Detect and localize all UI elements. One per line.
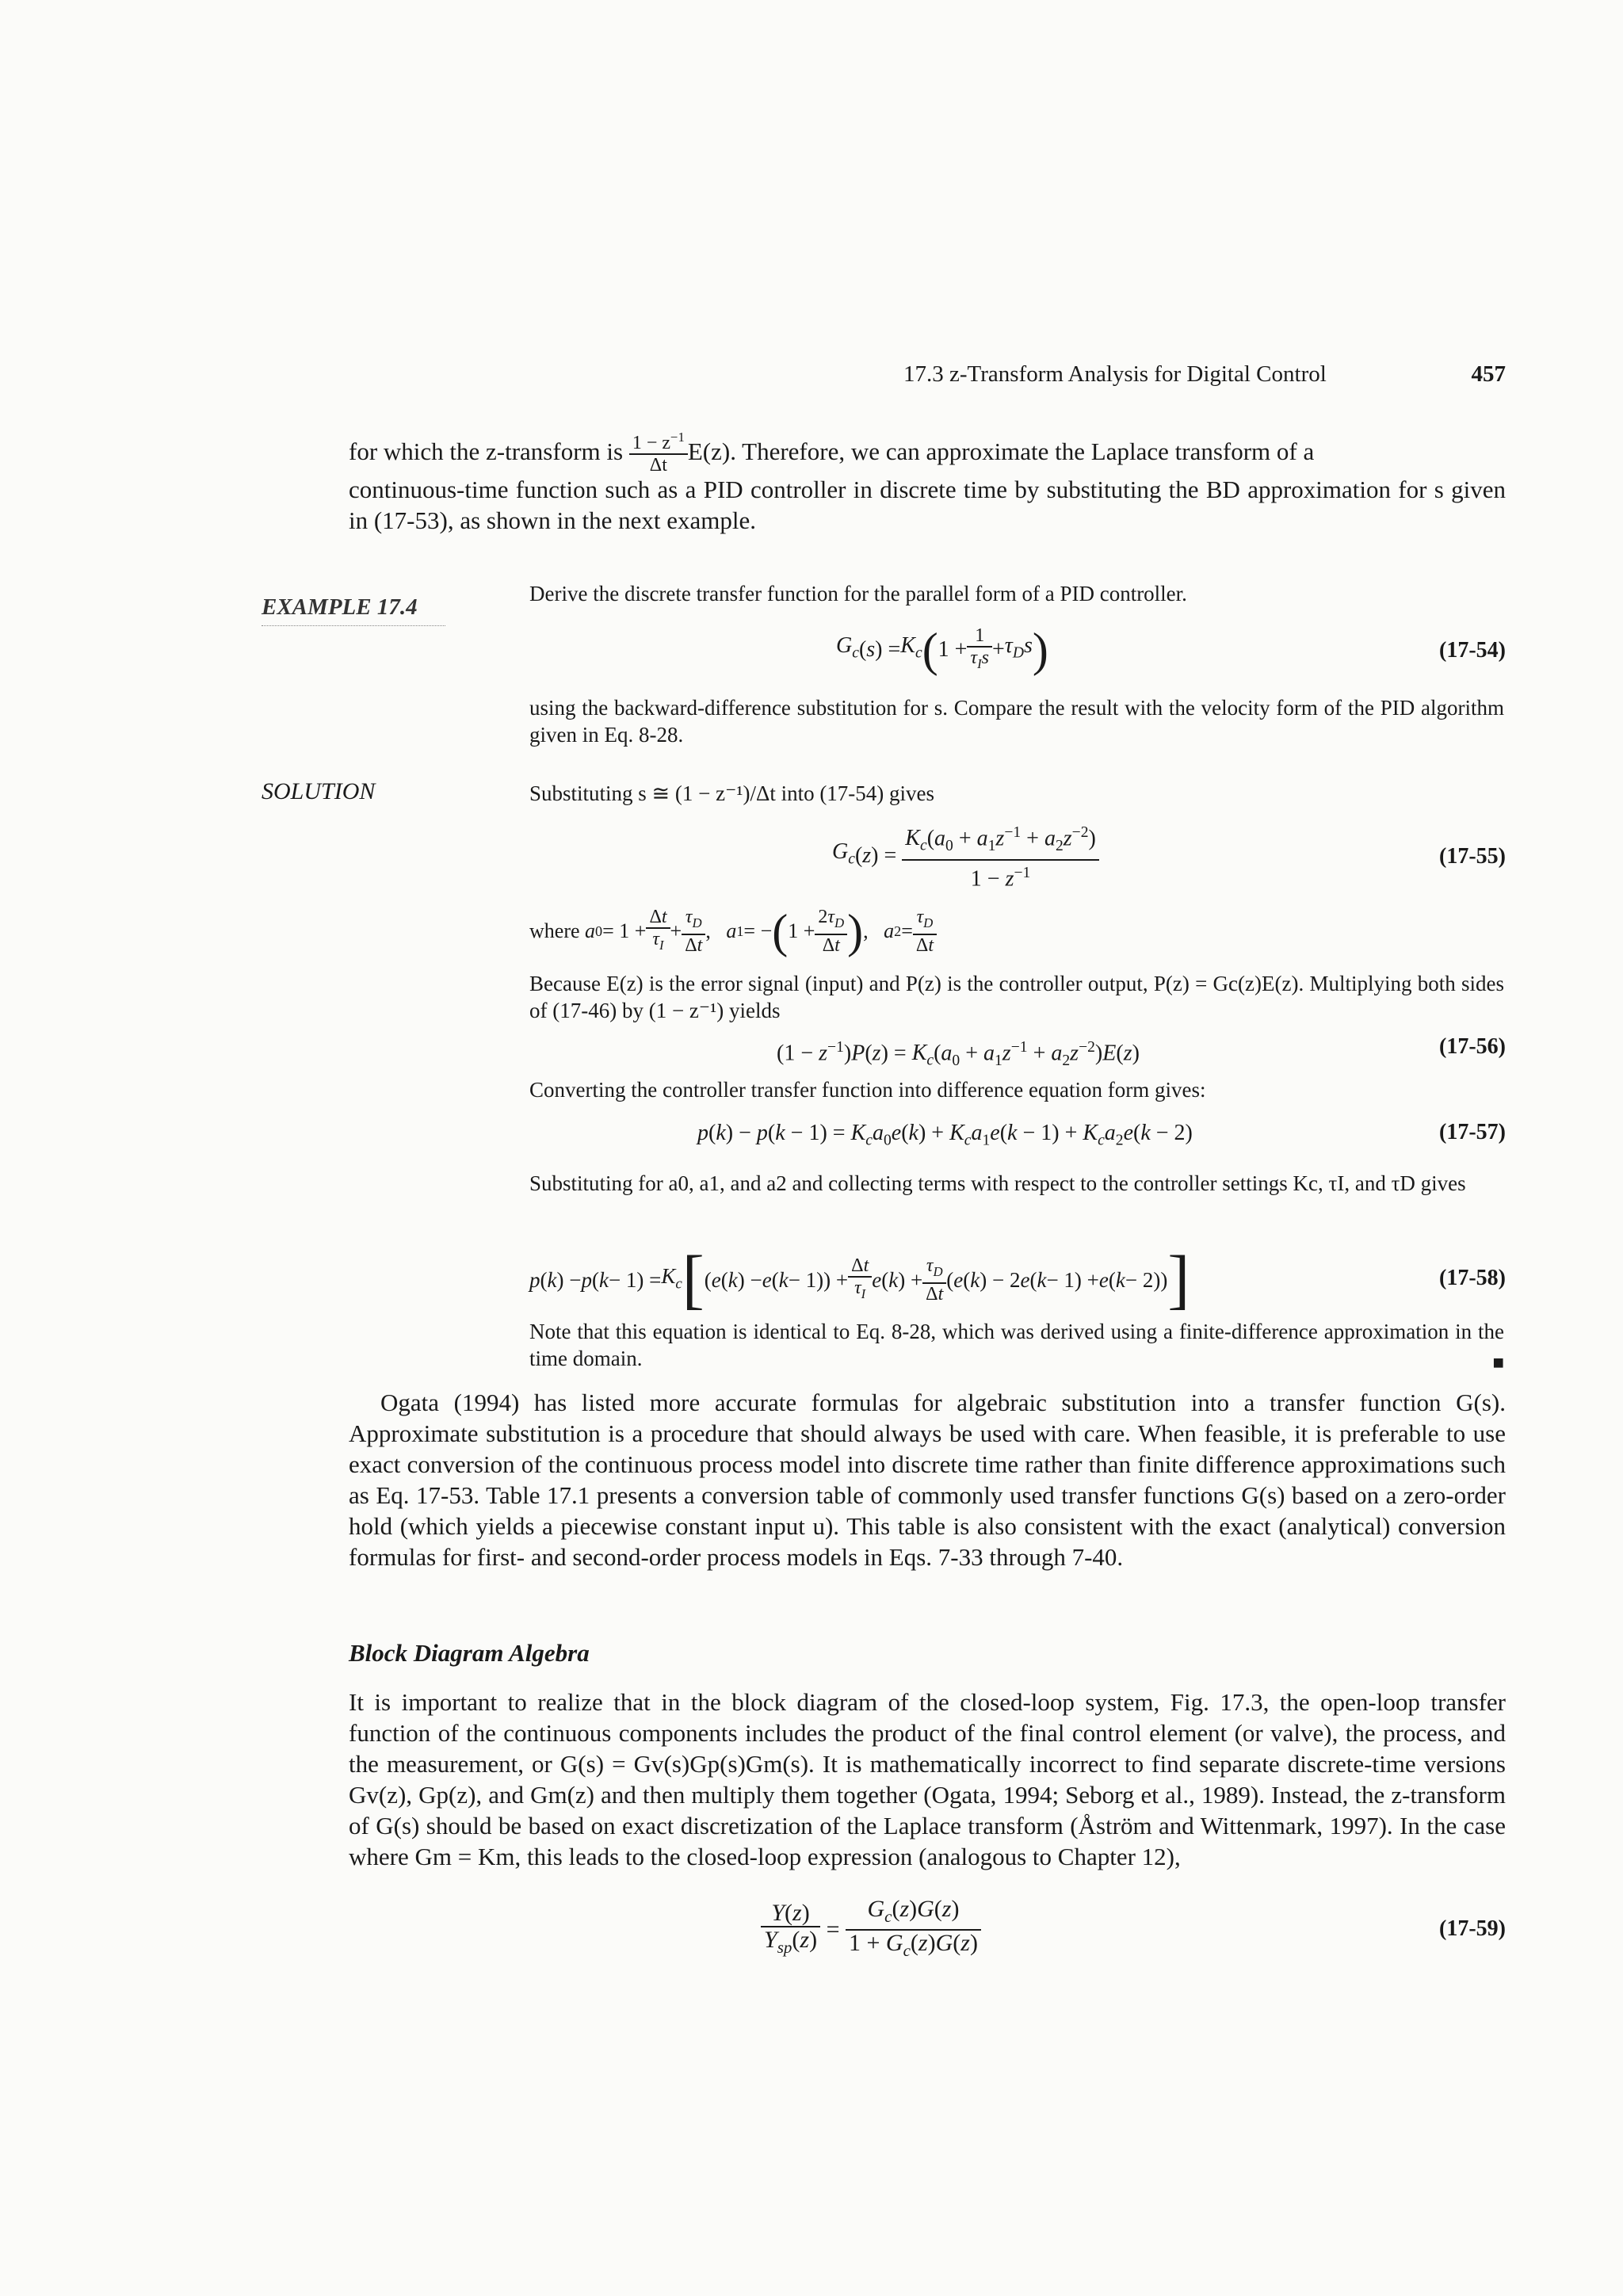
- substituting-paragraph: Substituting for a0, a1, and a2 and collecting terms with respect to the controller settings Kc, τI, and τD gives: [529, 1171, 1466, 1195]
- section-heading: Block Diagram Algebra: [349, 1639, 590, 1667]
- eq-number-17-57: (17-57): [1439, 1120, 1506, 1144]
- equation-17-58: p ( k ) − p ( k − 1) = $K_c$ [ ( e ( k ) − e ( k − 1)) + $\frac{\Delta t}{\tau_I}$ e ( k ) + $\frac{\tau_D}{\Delta t}$ ( e ( k ) − 2 e ( k − 1) + e ( k − 2)) ]: [529, 1243, 1190, 1316]
- eq-number-17-58: (17-58): [1439, 1266, 1506, 1290]
- equation-17-54: $G_c$ ( s ) = $K_c$ ( 1 + $\frac{1}{\tau_Is}$ + $\tau_Ds$ ): [836, 624, 1048, 676]
- example-statement: Derive the discrete transfer function for the parallel form of a PID controller.: [529, 582, 1187, 606]
- eq-number-17-55: (17-55): [1439, 844, 1506, 869]
- note-paragraph: Note that this equation is identical to Eq. 8-28, which was derived using a finite-difference approximation in the time domain. ■: [529, 1318, 1504, 1377]
- block-diagram-paragraph: It is important to realize that in the block diagram of the closed-loop system, Fig. 17.3, the open-loop transfer function of the continuous components includes the product of the final control element (or valve), the process, and the measurement, or G(s) = Gv(s)Gp(s)Gm(s). It is mathematically incorrect to find separate discrete-time versions Gv(z), Gp(z), and Gm(z) and then multiply them together (Ogata, 1994; Seborg et al., 1989). Instead, the z-transform of G(s) should be based on exact discretization of the Laplace transform (Åström and Wittenmark, 1997). In the case where Gm = Km, this leads to the closed-loop expression (analogous to Chapter 12),: [349, 1688, 1506, 1870]
- example-label: EXAMPLE 17.4: [262, 594, 445, 626]
- intro-first-line: for which the z-transform is $\frac{1 - z^{-1}}{\Delta t}$ E(z). Therefore, we can approximate the Laplace transform of a: [349, 428, 1506, 474]
- eq-number-17-54: (17-54): [1439, 638, 1506, 663]
- intro-paragraph: [349, 428, 1506, 536]
- equation-17-56: $(1 - z^{-1})P(z) = K_c(a_0 + a_1z^{-1} + a_2z^{-2})E(z)$: [777, 1039, 1140, 1069]
- end-of-example-mark: ■: [1492, 1353, 1504, 1373]
- running-title: 17.3 z-Transform Analysis for Digital Control: [903, 361, 1327, 387]
- equation-17-55: $G_c$ ( z ) = $\frac{K_c(a_0 + a_1z^{-1} + a_2z^{-2})}{1 - z^{-1}}$: [832, 824, 1099, 888]
- eq-number-17-59: (17-59): [1439, 1916, 1506, 1941]
- coefficient-definitions: where a 0 = 1 + $\frac{\Delta t}{\tau_I}$ + $\frac{\tau_D}{\Delta t}$ , a 1 = − ( 1 + $\frac{2\tau_D}{\Delta t}$ ) , a 2 = $\frac{\tau_D}{\Delta t}$: [529, 900, 937, 963]
- eq-number-17-56: (17-56): [1439, 1034, 1506, 1059]
- example-after-statement: using the backward-difference substitution for s. Compare the result with the velocity form of the PID algorithm given in Eq. 8-28.: [529, 696, 1504, 747]
- running-header: [903, 361, 1506, 393]
- equation-17-57: $p(k) - p(k - 1) = K_ca_0e(k) + K_ca_1e(k - 1) + K_ca_2e(k - 2)$: [697, 1121, 1193, 1149]
- solution-substitution: Substituting s ≅ (1 − z⁻¹)/Δt into (17-54) gives: [529, 781, 935, 805]
- solution-label: SOLUTION: [262, 778, 376, 804]
- intro-fraction: $\frac{1 - z^{-1}}{\Delta t}$: [629, 427, 688, 476]
- because-paragraph: Because E(z) is the error signal (input) and P(z) is the controller output, P(z) = Gc(z)E(z). Multiplying both sides of (17-46) by (1 − z⁻¹) yields: [529, 972, 1504, 1022]
- ogata-paragraph: Ogata (1994) has listed more accurate formulas for algebraic substitution into a transfer function G(s). Approximate substitution is a procedure that should always be used with care. When feasible, it is preferable to use exact conversion of the continuous process model into discrete time rather than finite difference approximations such as Eq. 17-53. Table 17.1 presents a conversion table of commonly used transfer functions G(s) based on a zero-order hold (which yields a piecewise constant input u). This table is also consistent with the exact (analytical) conversion formulas for first- and second-order process models in Eqs. 7-33 through 7-40.: [349, 1389, 1506, 1571]
- page-number: 457: [1471, 361, 1506, 387]
- equation-17-59: $\frac{Y(z)}{Y_{sp}(z)}$ = $\frac{G_c(z)G(z)}{1 + G_c(z)G(z)}$: [761, 1894, 981, 1966]
- intro-rest: continuous-time function such as a PID controller in discrete time by substituting the BD approximation for s given in (17-53), as shown in the next example.: [349, 476, 1506, 534]
- converting-paragraph: Converting the controller transfer function into difference equation form gives:: [529, 1078, 1206, 1102]
